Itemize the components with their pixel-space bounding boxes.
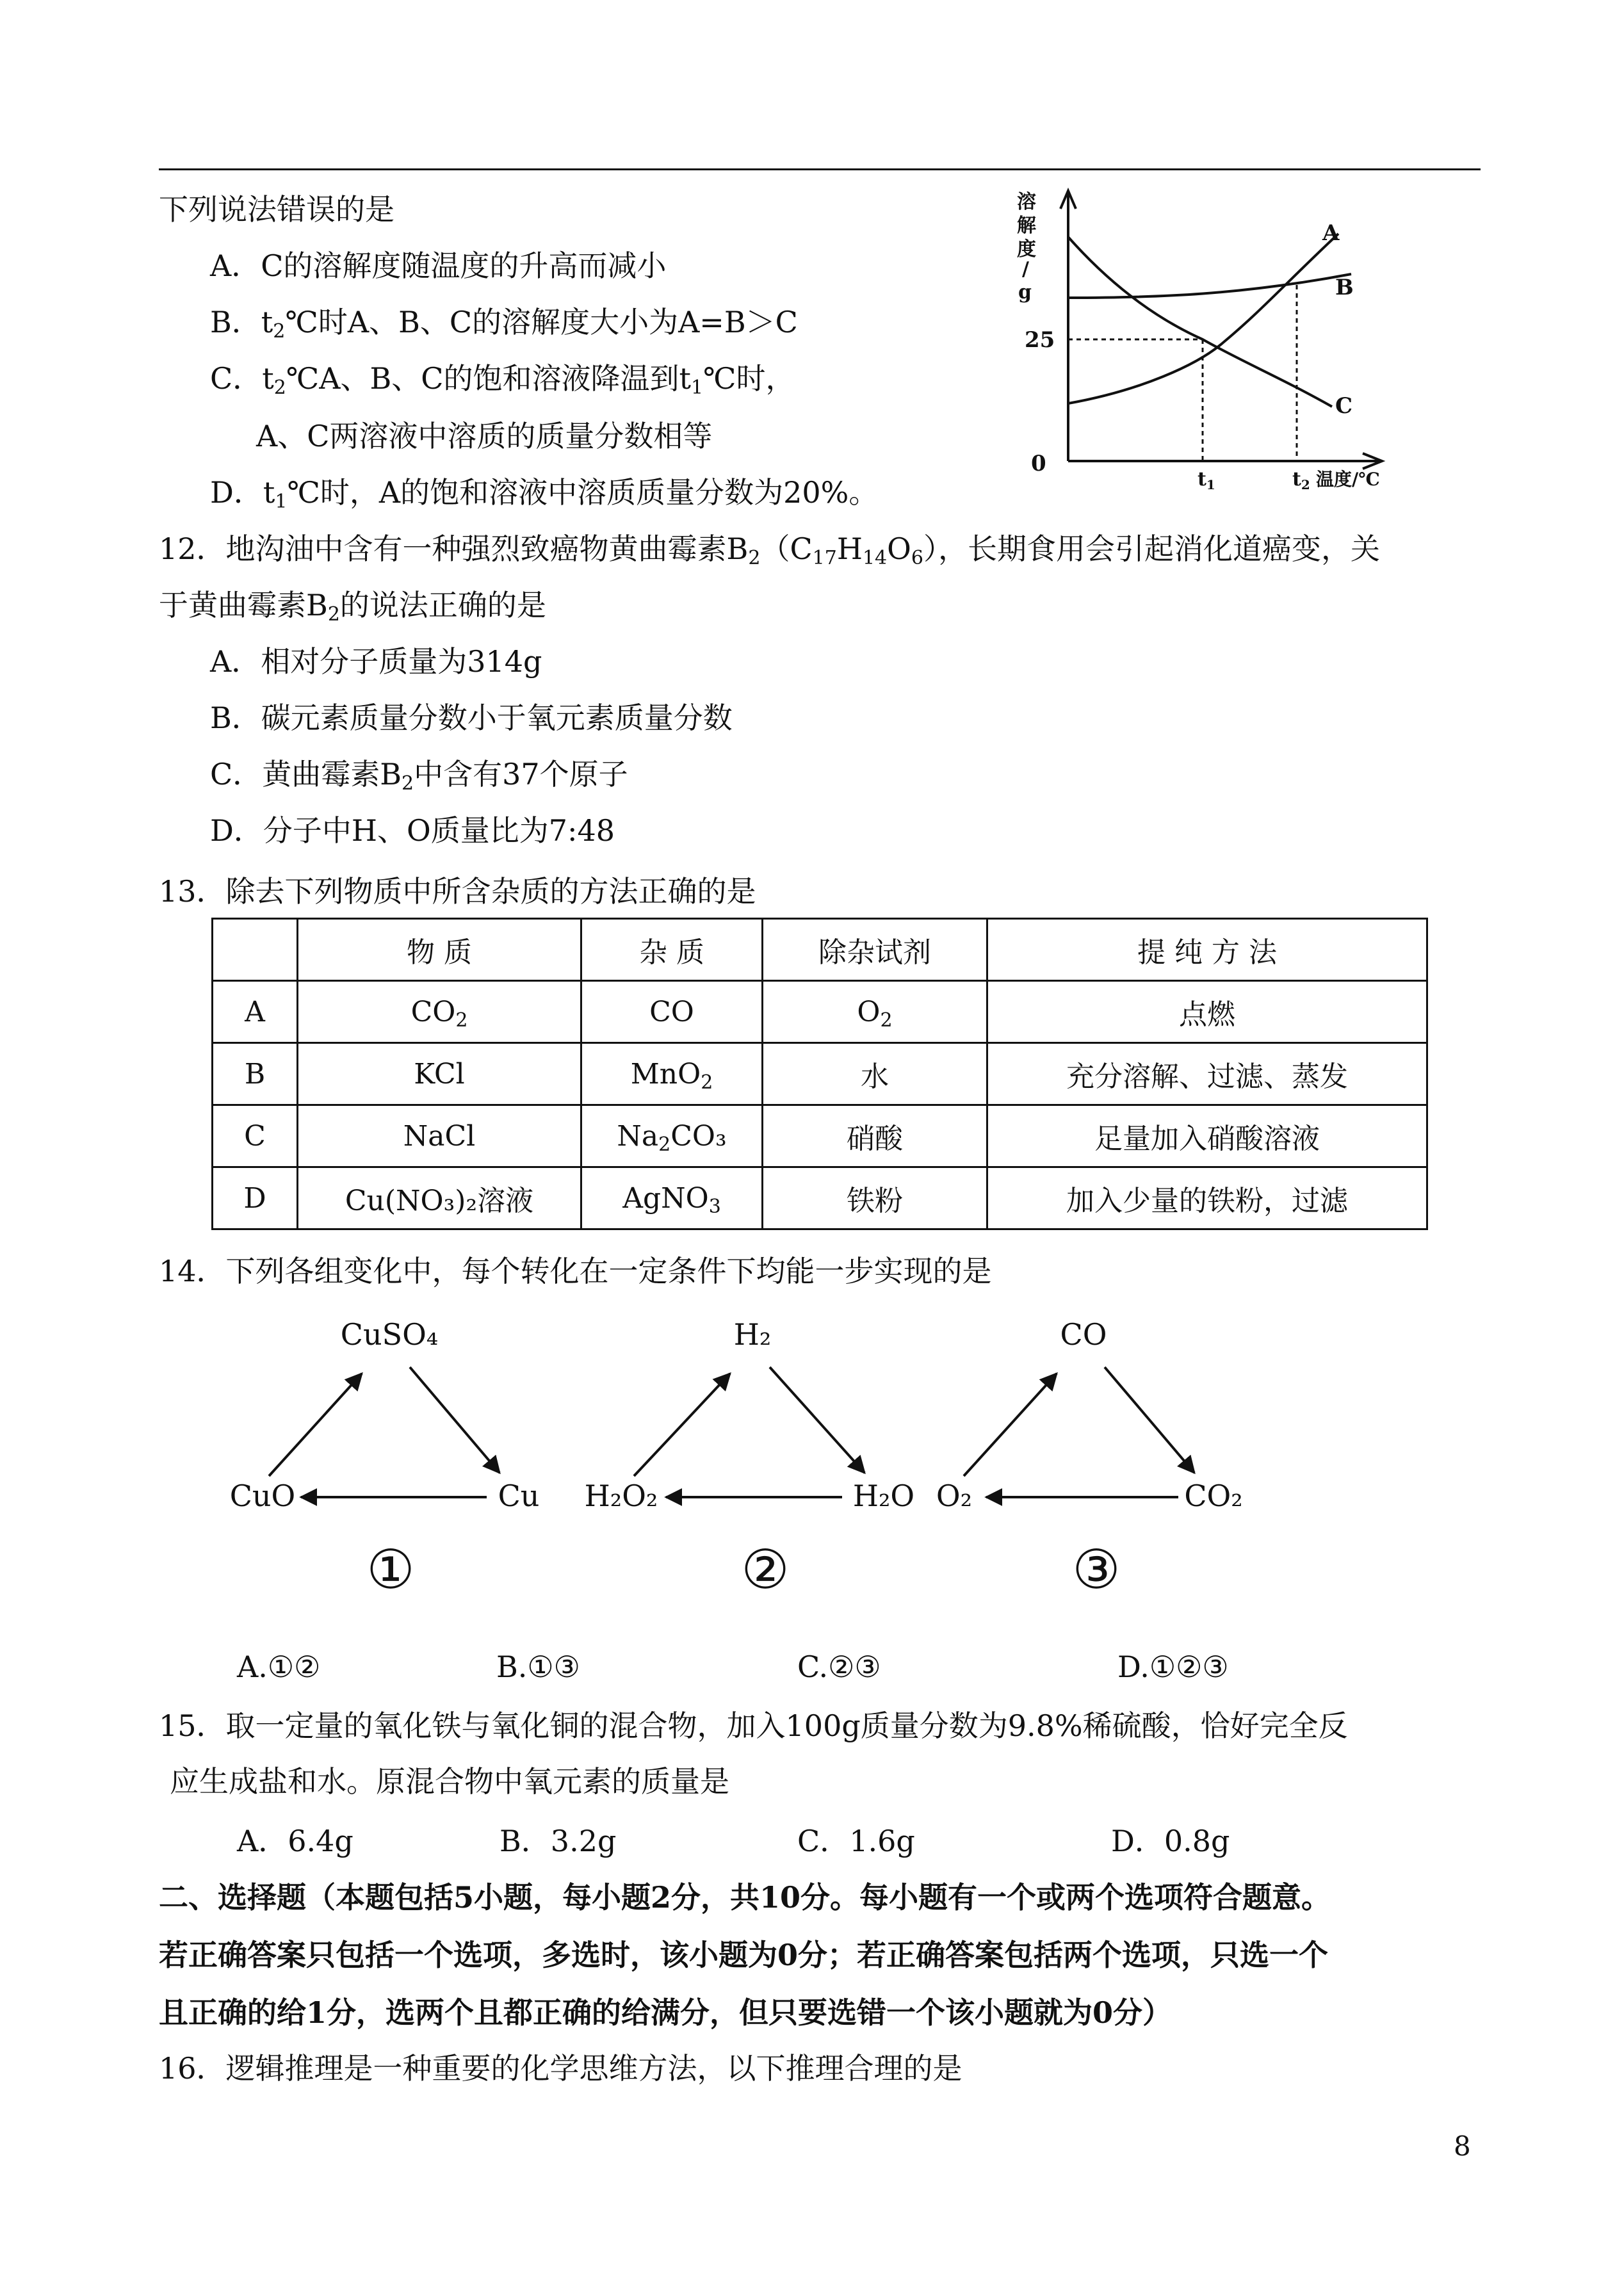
q15-option-b: B．3.2g: [499, 1824, 617, 1858]
q15-option-a: A．6.4g: [237, 1824, 353, 1858]
row-label: C: [213, 1105, 298, 1167]
d2-arrow-up: [634, 1374, 730, 1476]
q13-table: [211, 918, 1428, 1230]
section2-line3: 且正确的给1分，选两个且都正确的给满分，但只要选错一个该小题就为0分）: [159, 1995, 1173, 2030]
header-blank: [213, 919, 298, 981]
method-cell: 充分溶解、过滤、蒸发: [987, 1043, 1427, 1105]
d3-number: ③: [1072, 1538, 1121, 1601]
ylabel-char-4: /: [1022, 258, 1029, 280]
q14-option-c: C.②③: [797, 1650, 881, 1684]
row-label: D: [213, 1167, 298, 1229]
y-tick-25: 25: [1025, 327, 1055, 353]
q12-stem-line2: 于黄曲霉素$B_2$的说法正确的是: [159, 588, 546, 626]
x-tick-t2: $t_2$: [1292, 468, 1310, 492]
table-row: [213, 1105, 1427, 1167]
d1-number: ①: [366, 1538, 415, 1601]
impurity-cell: $Na_2CO_3$: [581, 1105, 763, 1167]
series-label-b: B: [1335, 275, 1354, 300]
d2-number: ②: [741, 1538, 790, 1601]
q15-option-c: C．1.6g: [797, 1824, 915, 1858]
d1-left: CuO: [229, 1479, 296, 1513]
curve-c: [1068, 237, 1332, 407]
q11-option-c-line2: A、C两溶液中溶质的质量分数相等: [256, 419, 713, 453]
table-row: [213, 1043, 1427, 1105]
reagent-cell: $O_2$: [763, 981, 987, 1043]
q11-option-b: B．$t_2℃$时A、B、C的溶解度大小为A=B＞C: [210, 305, 798, 343]
q12-option-a: A．相对分子质量为314g: [210, 644, 542, 679]
q14-stem: 14．下列各组变化中，每个转化在一定条件下均能一步实现的是: [159, 1254, 992, 1288]
impurity-cell: MnO$_2$: [581, 1043, 763, 1105]
row-label: A: [213, 981, 298, 1043]
d1-arrow-down: [410, 1367, 499, 1473]
d3-left: O₂: [936, 1479, 973, 1513]
header-reagent: 除杂试剂: [763, 919, 987, 981]
d2-top: H₂: [733, 1317, 772, 1352]
table-row: [213, 1167, 1427, 1229]
d2-arrow-down: [770, 1367, 865, 1473]
curve-a: [1068, 234, 1338, 403]
reagent-cell: 水: [763, 1043, 987, 1105]
q14-option-d: D.①②③: [1117, 1650, 1229, 1684]
d1-right: Cu: [498, 1479, 540, 1513]
q14-option-a: A.①②: [237, 1650, 321, 1684]
solubility-chart: [1012, 179, 1396, 499]
reagent-cell: 铁粉: [763, 1167, 987, 1229]
curve-b: [1068, 274, 1351, 298]
d1-arrow-up: [269, 1374, 362, 1476]
d2-right: H₂O: [852, 1479, 915, 1513]
table-row: [213, 981, 1427, 1043]
ylabel-char-3: 度: [1017, 238, 1036, 261]
substance-cell: KCl: [298, 1043, 581, 1105]
d3-arrow-up: [964, 1374, 1057, 1476]
header-impurity: 杂 质: [581, 919, 763, 981]
q15-option-d: D．0.8g: [1111, 1824, 1230, 1858]
d1-top: CuSO₄: [340, 1317, 439, 1352]
header-rule: [159, 168, 1481, 170]
method-cell: 加入少量的铁粉，过滤: [987, 1167, 1427, 1229]
section2-line2: 若正确答案只包括一个选项，多选时，该小题为0分；若正确答案包括两个选项，只选一个: [159, 1938, 1329, 1972]
series-label-a: A: [1322, 220, 1340, 246]
section2-line1: 二、选择题（本题包括5小题，每小题2分，共10分。每小题有一个或两个选项符合题意。: [159, 1880, 1331, 1915]
method-cell: 足量加入硝酸溶液: [987, 1105, 1427, 1167]
reagent-cell: 硝酸: [763, 1105, 987, 1167]
header-substance: 物 质: [298, 919, 581, 981]
d3-arrow-down: [1105, 1367, 1194, 1473]
impurity-cell: AgNO$_3$: [581, 1167, 763, 1229]
ylabel-char-5: g: [1018, 281, 1032, 304]
q12-option-c: C．黄曲霉素$B_2$中含有37个原子: [210, 757, 628, 795]
page-number: 8: [1454, 2130, 1471, 2162]
ylabel-char-1: 溶: [1017, 191, 1036, 213]
method-cell: 点燃: [987, 981, 1427, 1043]
q11-option-a: A．C的溶解度随温度的升高而减小: [210, 248, 667, 283]
impurity-cell: CO: [581, 981, 763, 1043]
substance-cell: $CO_2$: [298, 981, 581, 1043]
q11-stem: 下列说法错误的是: [159, 192, 394, 227]
q15-stem-line1: 15．取一定量的氧化铁与氧化铜的混合物，加入100g质量分数为9.8%稀硫酸，恰好完全反: [159, 1708, 1348, 1743]
q14-option-b: B.①③: [496, 1650, 580, 1684]
header-method: 提 纯 方 法: [987, 919, 1427, 981]
q15-stem-line2: 应生成盐和水。原混合物中氧元素的质量是: [170, 1764, 729, 1799]
q11-option-d: D．$t_1℃$时，A的饱和溶液中溶质质量分数为20%。: [210, 475, 879, 513]
q16-stem: 16．逻辑推理是一种重要的化学思维方法，以下推理合理的是: [159, 2051, 962, 2086]
q12-stem-line1: 12．地沟油中含有一种强烈致癌物黄曲霉素$B_2(C_{17}H_{14}O_6)$，长期食用会引起消化道癌变，关: [159, 531, 1380, 569]
origin-label: 0: [1031, 451, 1046, 476]
q11-option-c: C．$t_2℃A$、B、C的饱和溶液降温到$t_1℃$时，: [210, 361, 795, 399]
xlabel: 温度/℃: [1316, 469, 1380, 490]
d2-left: H₂O₂: [584, 1479, 658, 1513]
substance-cell: NaCl: [298, 1105, 581, 1167]
q13-stem: 13．除去下列物质中所含杂质的方法正确的是: [159, 874, 756, 909]
q12-option-b: B．碳元素质量分数小于氧元素质量分数: [210, 701, 733, 735]
q14-diagrams: [218, 1306, 1281, 1614]
row-label: B: [213, 1043, 298, 1105]
substance-cell: Cu(NO₃)₂溶液: [298, 1167, 581, 1229]
series-label-c: C: [1335, 393, 1353, 419]
x-tick-t1: $t_1$: [1198, 468, 1215, 492]
ylabel-char-2: 解: [1017, 215, 1036, 237]
table-header-row: [213, 919, 1427, 981]
d3-top: CO: [1060, 1317, 1107, 1352]
q12-option-d: D．分子中H、O质量比为7:48: [210, 813, 615, 848]
d3-right: CO₂: [1184, 1479, 1243, 1513]
